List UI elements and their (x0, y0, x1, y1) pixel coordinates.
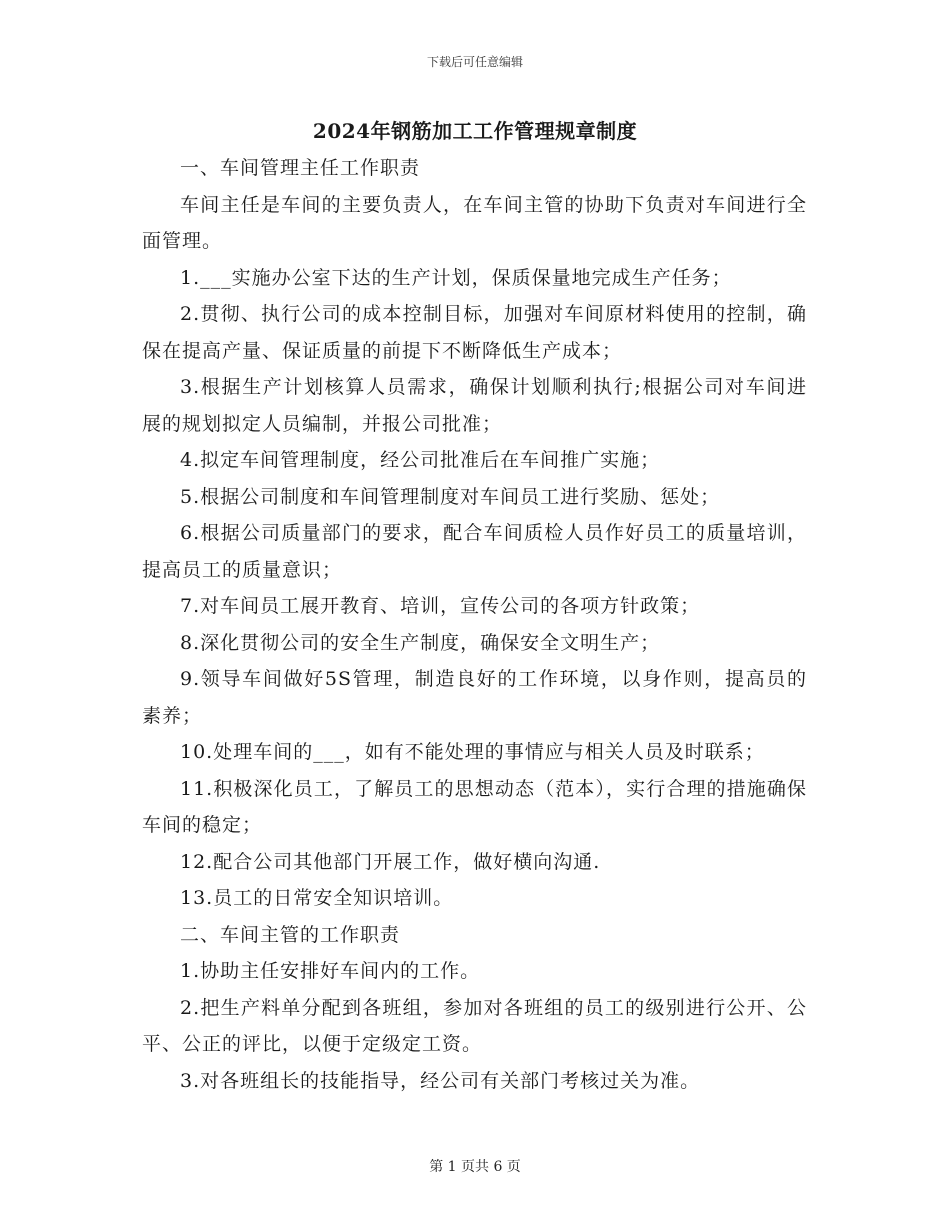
document-body (142, 150, 807, 1099)
list-item: 8.深化贯彻公司的安全生产制度，确保安全文明生产； (180, 631, 661, 654)
list-item: 1.___实施办公室下达的生产计划，保质保量地完成生产任务； (180, 266, 732, 289)
list-item: 10.处理车间的___，如有不能处理的事情应与相关人员及时联系； (180, 741, 765, 763)
list-item: 3.根据生产计划核算人员需求，确保计划顺利执行;根据公司对车间进展的规划拟定人员编制，并报公司批准； (142, 376, 807, 435)
list-item: 12.配合公司其他部门开展工作，做好横向沟通. (180, 850, 601, 873)
section-heading-2: 二、车间主管的工作职责 (180, 923, 401, 946)
list-item: 6.根据公司质量部门的要求，配合车间质检人员作好员工的质量培训，提高员工的质量意识； (142, 522, 807, 581)
list-item: 2.贯彻、执行公司的成本控制目标，加强对车间原材料使用的控制，确保在提高产量、保证质量的前提下不断降低生产成本； (142, 303, 807, 362)
page-header: 下载后可任意编辑 (426, 55, 523, 69)
paragraph: 车间主任是车间的主要负责人，在车间主管的协助下负责对车间进行全面管理。 (142, 193, 807, 252)
list-item: 9.领导车间做好5S管理，制造良好的工作环境，以身作则，提高员的素养； (142, 668, 807, 727)
section-heading-1: 一、车间管理主任工作职责 (180, 157, 421, 179)
list-item: 5.根据公司制度和车间管理制度对车间员工进行奖励、惩处； (180, 485, 721, 508)
list-item: 7.对车间员工展开教育、培训，宣传公司的各项方针政策； (180, 595, 701, 617)
list-item: 13.员工的日常安全知识培训。 (180, 887, 454, 909)
page-footer: 第 1 页共 6 页 (429, 1159, 521, 1175)
list-item: 11.积极深化员工，了解员工的思想动态（范本），实行合理的措施确保车间的稳定； (142, 777, 807, 836)
list-item: 1.协助主任安排好车间内的工作。 (180, 960, 481, 982)
document-title: 2024年钢筋加工工作管理规章制度 (312, 119, 638, 143)
list-item: 2.把生产料单分配到各班组，参加对各班组的员工的级别进行公开、公平、公正的评比，以便于定级定工资。 (142, 996, 807, 1055)
list-item: 4.拟定车间管理制度，经公司批准后在车间推广实施； (180, 449, 661, 471)
list-item: 3.对各班组长的技能指导，经公司有关部门考核过关为准。 (180, 1069, 701, 1092)
